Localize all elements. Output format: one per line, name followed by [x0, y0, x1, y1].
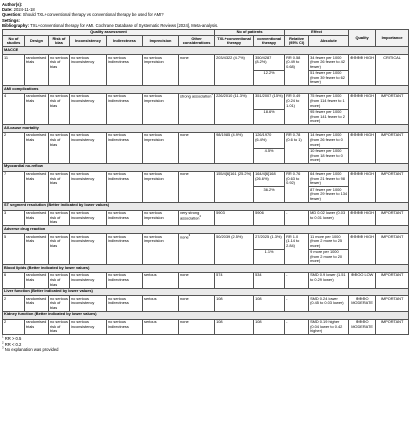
absolute-baseline-cell: 9 more per 1000 (from 2 more to 20 more): [309, 249, 349, 265]
relative-cell: -: [285, 210, 309, 226]
quality-cell: ⊕⊕⊕⊕ HIGH: [349, 210, 376, 226]
other-cell: very strong association$^2$: [179, 210, 215, 226]
importance-cell: IMPORTANT: [376, 319, 409, 335]
indirectness-column-header: Indirectness: [107, 36, 143, 47]
patients-group-header: No of patients: [215, 30, 285, 36]
relative-cell: RR 0.76 (0.63 to 0.92): [285, 171, 309, 202]
indirectness-cell: no serious indirectness: [107, 234, 143, 265]
effect-group-header: Effect: [285, 30, 349, 36]
design-cell: randomised trials: [25, 273, 49, 289]
outcome-row: [3, 296, 409, 312]
quality-cell: ⊕⊕OO LOW: [349, 273, 376, 289]
studies-cell: 2: [3, 319, 25, 335]
bias-cell: no serious risk of bias: [49, 132, 70, 163]
conv-cell: 350/4287 (8.2%): [254, 55, 285, 71]
studies-cell: 3: [3, 210, 25, 226]
importance-cell: IMPORTANT: [376, 132, 409, 163]
conv-cell: 534: [254, 273, 285, 289]
absolute-cell: SMD 0.19 higher (0.04 lower to 0.42 higher): [309, 319, 349, 335]
absolute-baseline-cell: 87 fewer per 1000 (from 29 fewer to 134 fewer): [310, 186, 348, 201]
outcome-title-row: [3, 164, 409, 172]
conv-cell: 108: [254, 296, 285, 312]
bias-cell: no serious risk of bias: [50, 272, 68, 287]
outcome-row: [3, 171, 409, 187]
imprecision-cell: no serious imprecision: [143, 210, 179, 226]
other-cell: strong association$^1$: [179, 94, 215, 125]
absolute-baseline-cell: 95 fewer per 1000 (from 141 fewer to 2 more): [309, 109, 349, 125]
importance-cell: IMPORTANT: [376, 296, 409, 312]
absolute-baseline-cell: 51 fewer per 1000 (from 39 fewer to 62 fewer): [309, 70, 349, 86]
txl-cell: 50/2039 (2.5%): [215, 234, 254, 265]
conv-cell: 351/2007 (15%): [254, 94, 285, 110]
evidence-table-body: [3, 47, 409, 335]
other-cell: none: [179, 273, 215, 289]
indirectness-cell: no serious indirectness: [107, 132, 143, 163]
studies-cell: 2: [3, 132, 25, 163]
importance-column-header: Importance: [376, 30, 409, 47]
relative-cell: -: [285, 296, 309, 312]
other-cell: none: [179, 132, 215, 163]
quality-cell: ⊕⊕⊕⊕ HIGH: [349, 132, 376, 163]
design-cell: randomised trials: [25, 234, 49, 265]
conv-column-header: conventional therapy: [254, 36, 285, 47]
studies-cell: 6: [3, 273, 25, 289]
outcome-title: Liver function (Better indicated by lower values): [3, 288, 409, 296]
relative-cell: RR 1.0 (1.14 to 2.84): [285, 234, 309, 265]
indirectness-cell: no serious indirectness: [107, 296, 143, 312]
quality-cell: ⊕⊕⊕O MODERATE: [349, 296, 376, 312]
importance-cell: IMPORTANT: [376, 234, 409, 265]
indirectness-cell: no serious indirectness: [107, 273, 143, 289]
quality-cell: ⊕⊕⊕⊕ HIGH: [349, 234, 376, 265]
inconsistency-column-header: Inconsistency: [70, 36, 107, 47]
outcome-title-row: [3, 311, 409, 319]
bias-column-header: Risk of bias: [49, 36, 70, 47]
imprecision-cell: no serious imprecision: [143, 234, 179, 265]
absolute-cell: 14 fewer per 1000 (from 26 fewer to 0 more): [309, 132, 349, 148]
txl-cell: 108: [215, 296, 254, 312]
other-column-header: Other considerations: [179, 36, 215, 47]
question-value: Should TXL+conventional therapy vs conventional therapy be used for AMI?: [22, 12, 164, 18]
outcome-title: Myocardial no-reflow: [3, 164, 409, 172]
other-cell: none: [179, 296, 215, 312]
bias-cell: no serious risk of bias: [50, 319, 68, 334]
design-column-header: Design: [25, 36, 49, 47]
outcome-title: MACCE: [3, 47, 409, 55]
indirectness-cell: no serious indirectness: [107, 319, 143, 335]
outcome-title: Blood lipids (Better indicated by lower values): [3, 265, 409, 273]
relative-cell: RR 0.49 (0.24 to 1.01): [285, 94, 309, 125]
outcome-title: All-cause mortality: [3, 125, 409, 133]
importance-cell: IMPORTANT: [376, 273, 409, 289]
studies-cell: 11: [3, 55, 25, 86]
outcome-title: ST segment resolution (Better indicated by lower values): [3, 202, 409, 210]
conv-baseline-cell: 1.1%: [254, 249, 285, 265]
footnote-1: $^1$ RR > 0.5: [2, 334, 22, 342]
conv-baseline-cell: 36.2%: [254, 187, 285, 203]
bias-cell: no serious risk of bias: [49, 55, 70, 86]
footnote-3: $^3$ No explanation was provided: [2, 345, 59, 353]
bias-cell: no serious risk of bias: [50, 210, 68, 225]
imprecision-cell: serious: [143, 273, 179, 289]
txl-cell: 155/4[6]161 (25.2%): [215, 171, 254, 202]
inconsistency-cell: no serious inconsistency: [70, 132, 107, 163]
outcome-title-row: [3, 86, 409, 94]
design-cell: randomised trials: [25, 171, 49, 202]
importance-cell: CRITICAL: [376, 55, 409, 86]
authors-line: Author(s):: [2, 2, 23, 7]
studies-cell: 7: [3, 171, 25, 202]
outcome-title-row: [3, 47, 409, 55]
quality-column-header: Quality: [349, 30, 376, 47]
quality-cell: ⊕⊕⊕⊕ HIGH: [349, 94, 376, 125]
bibliography-value: TXL+conventional therapy for AMI. Cochrane Database of Systematic Reviews [2024], Meta-analysis.: [30, 22, 219, 28]
design-cell: randomised trials: [25, 210, 49, 226]
outcome-title-row: [3, 226, 409, 234]
outcome-row: [3, 234, 409, 250]
conv-cell: 5906: [254, 210, 285, 226]
relative-column-header: Relative (95% CI): [285, 36, 309, 47]
design-cell: randomised trials: [25, 132, 49, 163]
bias-cell: no serious risk of bias: [49, 234, 70, 265]
imprecision-cell: no serious imprecision: [143, 132, 179, 163]
outcome-row: [3, 132, 409, 148]
imprecision-cell: serious: [143, 296, 179, 312]
absolute-cell: 34 fewer per 1000 (from 26 fewer to 42 fewer): [309, 55, 349, 71]
absolute-cell: MD 0.02 lower (0.03 to 0.01 lower): [309, 210, 349, 226]
imprecision-cell: no serious imprecision: [143, 171, 179, 202]
studies-cell: 5: [3, 234, 25, 265]
inconsistency-cell: no serious inconsistency: [70, 94, 107, 125]
bibliography-line: Bibliography: TXL+conventional therapy for AMI. Cochrane Database of Systematic Reviews [2024], Meta-analysis.: [2, 22, 219, 28]
footnotes: [2, 336, 408, 352]
studies-cell: 2: [3, 296, 25, 312]
other-cell: none: [179, 55, 215, 86]
bias-cell: no serious risk of bias: [50, 295, 68, 310]
absolute-cell: 75 fewer per 1000 (from 114 fewer to 1 more): [309, 94, 349, 110]
quality-group-header: Quality assessment: [3, 30, 215, 36]
txl-cell: 226/2010 (11.3%): [215, 94, 254, 125]
outcome-title: Adverse drug reaction: [3, 226, 409, 234]
bias-cell: no serious risk of bias: [49, 94, 70, 125]
studies-column-header: No of studies: [3, 36, 25, 47]
relative-cell: RR 0.78 (0.6 to 1): [285, 132, 309, 163]
absolute-cell: SMD 0.24 lower (0.45 to 0.03 lower): [309, 296, 349, 312]
txl-cell: 574: [215, 273, 254, 289]
inconsistency-cell: no serious inconsistency: [70, 210, 107, 226]
other-cell: none: [179, 171, 215, 202]
design-cell: randomised trials: [25, 94, 49, 125]
settings-line: Settings:: [2, 17, 20, 23]
outcome-row: [3, 94, 409, 110]
imprecision-cell: serious: [143, 319, 179, 335]
date-line: Date: 2024-11-18: [2, 7, 35, 13]
relative-cell: -: [285, 319, 309, 335]
quality-cell: ⊕⊕⊕O MODERATE: [349, 319, 376, 335]
outcome-title-row: [3, 202, 409, 210]
absolute-column-header: Absolute: [309, 36, 349, 47]
absolute-baseline-cell: 10 fewer per 1000 (from 18 fewer to 0 more): [309, 148, 349, 164]
outcome-title-row: [3, 125, 409, 133]
outcome-row: [3, 273, 409, 289]
design-cell: randomised trials: [25, 55, 49, 86]
absolute-cell: 64 fewer per 1000 (from 21 fewer to 98 fewer): [309, 171, 349, 187]
imprecision-column-header: Imprecision: [143, 36, 179, 47]
quality-cell: ⊕⊕⊕⊕ HIGH: [349, 171, 376, 202]
footnote-2: $^2$ RR < 0.2: [2, 340, 22, 347]
conv-cell: 164/4[6]168 (26.6%): [254, 171, 285, 187]
quality-cell: ⊕⊕⊕⊕ HIGH: [349, 55, 376, 86]
document-header: [2, 2, 408, 28]
indirectness-cell: no serious indirectness: [107, 210, 143, 226]
inconsistency-cell: no serious inconsistency: [70, 55, 107, 86]
column-header-row: [3, 36, 409, 47]
outcome-title-row: [3, 288, 409, 296]
txl-cell: 5903: [215, 210, 254, 226]
date-value: 2024-11-18: [13, 7, 35, 13]
conv-cell: 108: [254, 319, 285, 335]
indirectness-cell: no serious indirectness: [107, 94, 143, 125]
other-cell: none: [179, 319, 215, 335]
outcome-row: [3, 210, 409, 226]
bias-cell: no serious risk of bias: [49, 171, 70, 202]
absolute-cell: SMD 0.9 lower (1.51 to 0.29 lower): [309, 273, 349, 289]
design-cell: randomised trials: [25, 296, 49, 312]
importance-cell: IMPORTANT: [376, 210, 409, 226]
inconsistency-cell: no serious inconsistency: [70, 234, 107, 265]
other-cell: none$^3$: [179, 234, 215, 265]
inconsistency-cell: no serious inconsistency: [70, 296, 107, 312]
design-cell: randomised trials: [25, 319, 49, 335]
imprecision-cell: no serious imprecision: [143, 94, 179, 125]
evidence-table: [2, 29, 409, 335]
importance-cell: IMPORTANT: [376, 94, 409, 125]
importance-cell: IMPORTANT: [376, 171, 409, 202]
outcome-title: Kidney function (Better indicated by lower values): [3, 311, 409, 319]
conv-baseline-cell: 4.5%: [254, 148, 285, 164]
outcome-title: AMI complications: [3, 86, 409, 94]
studies-cell: 4: [3, 94, 25, 125]
inconsistency-cell: no serious inconsistency: [70, 273, 107, 289]
txl-cell: 98/1985 (4.9%): [215, 132, 254, 163]
outcome-title-row: [3, 265, 409, 273]
relative-cell: -: [285, 273, 309, 289]
indirectness-cell: no serious indirectness: [107, 171, 143, 202]
imprecision-cell: no serious imprecision: [143, 55, 179, 86]
conv-cell: 27/2025 (1.3%): [254, 234, 285, 250]
outcome-row: [3, 55, 409, 71]
conv-baseline-cell: 12.2%: [254, 70, 285, 86]
txl-cell: 108: [215, 319, 254, 335]
absolute-cell: 11 more per 1000 (from 2 more to 25 more): [309, 234, 349, 250]
inconsistency-cell: no serious inconsistency: [70, 171, 107, 202]
indirectness-cell: no serious indirectness: [107, 55, 143, 86]
inconsistency-cell: no serious inconsistency: [70, 319, 107, 335]
conv-baseline-cell: 18.6%: [254, 109, 285, 125]
conv-cell: 126/1970 (6.4%): [254, 132, 285, 148]
relative-cell: RR 0.58 (0.49 to 0.68): [285, 55, 309, 86]
question-line: Question: Should TXL+conventional therapy vs conventional therapy be used for AMI?: [2, 12, 164, 18]
txl-column-header: TXL+conventional therapy: [215, 36, 254, 47]
txl-cell: 203/4322 (4.7%): [215, 55, 254, 86]
outcome-row: [3, 319, 409, 335]
